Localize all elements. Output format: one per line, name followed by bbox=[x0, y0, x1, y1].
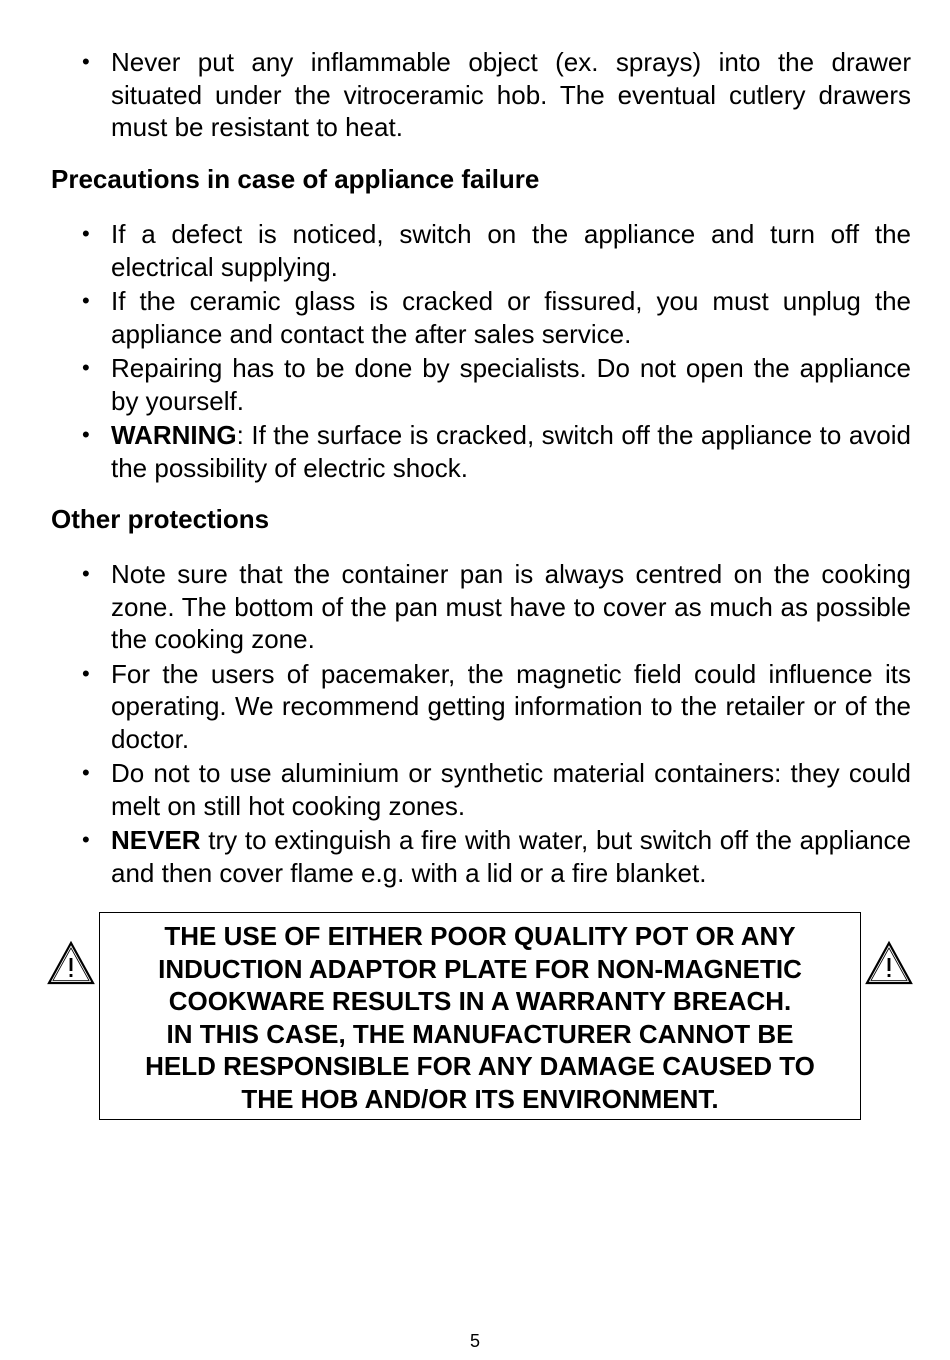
warning-line: INDUCTION ADAPTOR PLATE FOR NON-MAGNETIC bbox=[158, 953, 802, 984]
list-item-text: : If the surface is cracked, switch off the appliance to avoid the possibility of electric shock. bbox=[111, 420, 911, 483]
list-item bbox=[78, 824, 911, 889]
list-item bbox=[78, 757, 911, 822]
list-item-bold-label: NEVER bbox=[111, 825, 201, 855]
protections-bullet-list bbox=[78, 558, 911, 891]
list-item bbox=[78, 218, 911, 283]
bullet-icon: • bbox=[82, 288, 90, 313]
bullet-icon: • bbox=[82, 355, 90, 380]
list-item-bold-label: WARNING bbox=[111, 420, 237, 450]
intro-bullet-list bbox=[78, 46, 911, 146]
warning-line: THE HOB AND/OR ITS ENVIRONMENT. bbox=[241, 1083, 719, 1114]
warning-line: THE USE OF EITHER POOR QUALITY POT OR ANY bbox=[164, 921, 796, 951]
warning-line: IN THIS CASE, THE MANUFACTURER CANNOT BE bbox=[166, 1018, 794, 1049]
warning-line: HELD RESPONSIBLE FOR ANY DAMAGE CAUSED TO bbox=[145, 1051, 815, 1081]
list-item-text: Note sure that the container pan is always centred on the cooking zone. The bottom of the pan must have to cover as much as possible the cooking zone. bbox=[111, 559, 911, 654]
list-item-text: Do not to use aluminium or synthetic material containers: they could melt on still hot cooking zones. bbox=[111, 758, 911, 821]
page-number: 5 bbox=[469, 1331, 480, 1351]
warning-line: COOKWARE RESULTS IN A WARRANTY BREACH. bbox=[168, 986, 792, 1016]
section-heading-other-protections: Other protections bbox=[51, 504, 270, 534]
bullet-icon: • bbox=[82, 49, 90, 74]
list-item-text: Repairing has to be done by specialists. Do not open the appliance by yourself. bbox=[111, 353, 911, 416]
list-item-text: If the ceramic glass is cracked or fissured, you must unplug the appliance and contact the after sales service. bbox=[111, 286, 911, 349]
list-item bbox=[78, 558, 911, 656]
bullet-icon: • bbox=[82, 422, 90, 447]
warranty-warning-box bbox=[99, 912, 861, 1120]
list-item bbox=[78, 46, 911, 144]
bullet-icon: • bbox=[82, 760, 90, 785]
list-item bbox=[78, 419, 911, 484]
warning-triangle-icon bbox=[864, 940, 914, 986]
bullet-icon: • bbox=[82, 660, 90, 686]
failure-bullet-list bbox=[78, 218, 911, 486]
warning-triangle-icon bbox=[46, 940, 96, 986]
section-heading-appliance-failure: Precautions in case of appliance failure bbox=[51, 164, 540, 194]
bullet-icon: • bbox=[82, 561, 90, 586]
list-item-text: If a defect is noticed, switch on the appliance and turn off the electrical supplying. bbox=[111, 219, 911, 282]
list-item bbox=[78, 285, 911, 350]
bullet-icon: • bbox=[82, 221, 90, 246]
list-item-text: Never put any inflammable object (ex. sprays) into the drawer situated under the vitroceramic hob. The eventual cutlery drawers must be resistant to heat. bbox=[111, 47, 911, 142]
bullet-icon: • bbox=[82, 827, 90, 852]
list-item bbox=[78, 658, 911, 756]
list-item-text: For the users of pacemaker, the magnetic field could influence its operating. We recommend getting information to the retailer or of the doctor. bbox=[111, 658, 911, 754]
list-item bbox=[78, 352, 911, 417]
list-item-text: try to extinguish a fire with water, but switch off the appliance and then cover flame e.g. with a lid or a fire blanket. bbox=[111, 825, 911, 888]
